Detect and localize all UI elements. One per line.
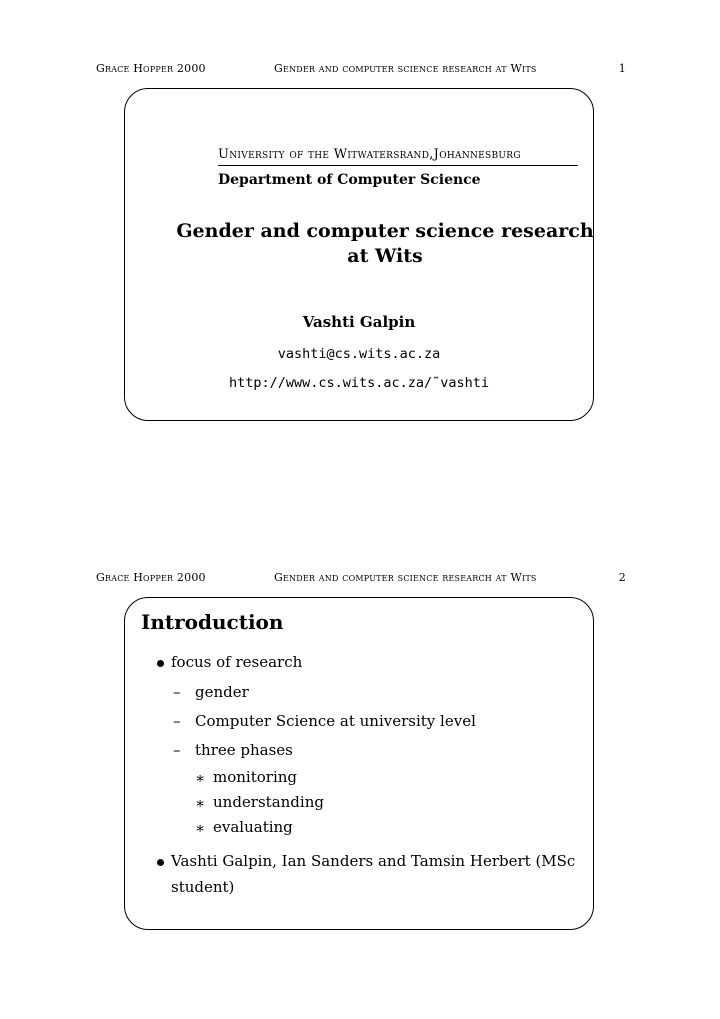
author-email: vashti@cs.wits.ac.za: [277, 346, 441, 362]
running-head-title: Gender and computer science research at Wits: [274, 571, 537, 584]
introduction-slide: [124, 597, 594, 930]
dash-icon: –: [173, 741, 181, 759]
phase-understanding: understanding: [213, 793, 324, 811]
dash-icon: –: [173, 683, 181, 701]
phase-evaluating: evaluating: [213, 818, 293, 836]
bullet-icon: [157, 660, 164, 667]
author-url: http://www.cs.wits.ac.za/˜vashti: [228, 375, 490, 391]
running-head-page-1: [96, 62, 626, 80]
title-line-1: Gender and computer science research: [176, 220, 594, 242]
bullet-researchers-line-1: Vashti Galpin, Ian Sanders and Tamsin Herbert (MSc: [171, 852, 576, 870]
bullet-focus-of-research: focus of research: [171, 653, 303, 671]
bullet-researchers-line-2: student): [171, 878, 235, 896]
running-head-event: Grace Hopper 2000: [96, 571, 206, 584]
sub-item-gender: gender: [195, 683, 249, 701]
sub-item-three-phases: three phases: [195, 741, 293, 759]
star-icon: ∗: [195, 794, 206, 812]
title-line-2: at Wits: [347, 245, 423, 267]
sub-item-computer-science: Computer Science at university level: [195, 712, 476, 730]
affiliation-block: [218, 147, 578, 188]
department-name: Department of Computer Science: [218, 172, 481, 188]
author-name: Vashti Galpin: [302, 313, 416, 331]
star-icon: ∗: [195, 819, 206, 837]
star-icon: ∗: [195, 769, 206, 787]
title-slide: [124, 88, 594, 421]
running-head-event: Grace Hopper 2000: [96, 62, 206, 75]
university-name: University of the Witwatersrand,Johannesburg: [218, 147, 578, 166]
page-number: 1: [618, 62, 626, 75]
page-number: 2: [618, 571, 626, 584]
slide-heading: Introduction: [141, 610, 284, 634]
bullet-icon: [157, 859, 164, 866]
phase-monitoring: monitoring: [213, 768, 298, 786]
dash-icon: –: [173, 712, 181, 730]
running-head-page-2: [96, 571, 626, 589]
slide-title: [165, 219, 605, 269]
running-head-title: Gender and computer science research at Wits: [274, 62, 537, 75]
